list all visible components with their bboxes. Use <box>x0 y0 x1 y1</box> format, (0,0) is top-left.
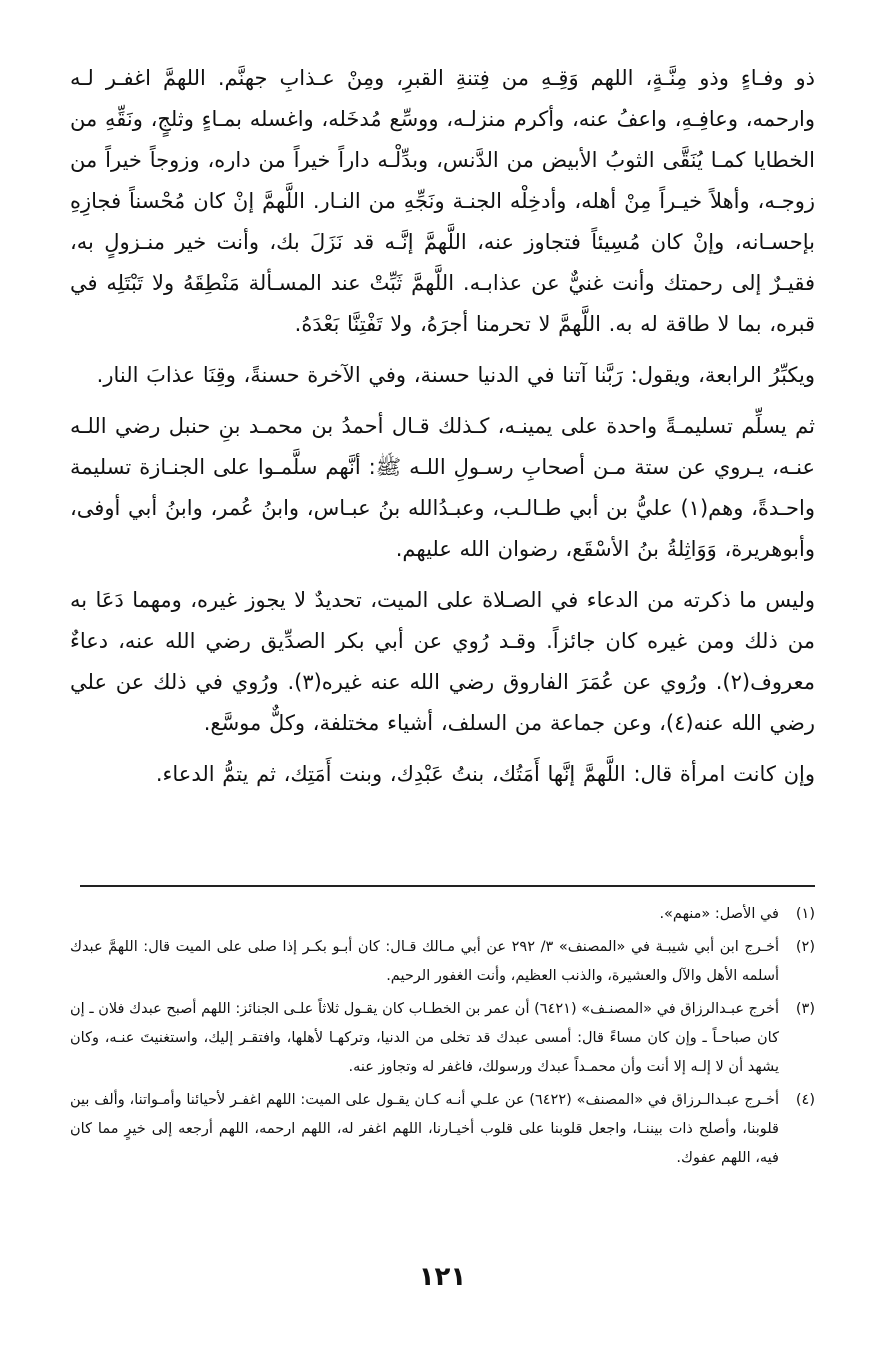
footnote-divider <box>80 885 815 887</box>
footnote-4 <box>70 1086 815 1173</box>
footnote-text: أخرج عبـدالرزاق في «المصنـف» (٦٤٢١) أن عمر بن الخطـاب كان يقـول ثلاثاً علـى الجنائز: اللهم أصبح عبدك فلان ـ إن كان صباحـاً ـ وإن كان مساءً قال: أمسى عبدك قد تخلى من الدنيا، وتركهـا لأهلها، وافتقـر إليك، واستغنيتَ عنـه، وكان يشهد أن لا إلـه إلا أنت وأن محمـداً عبدك ورسولك، فاغفر له وتجاوز عنه. <box>70 1001 780 1075</box>
paragraph-1: ذو وفـاءٍ وذو مِنَّـةٍ، اللهم وَقِـهِ من فِتنةِ القبرِ، ومِنْ عـذابِ جهنَّم. اللهمَّ اغفـر لـه وارحمه، وعافِـهِ، واعفُ عنه، وأكرم منزلـه، ووسِّع مُدخَله، واغسله بمـاءٍ وثلجٍ، ونَقِّهِ من الخطايا كمـا يُنَقَّى الثوبُ الأبيض من الدَّنس، وبدِّلْـه داراً خيراً من داره، وزوجاً خيراً من زوجـه، وأهلاً خيـراً مِنْ أهله، وأدخِلْه الجنـة ونَجِّهِ من النـار. اللَّهمَّ إنْ كان مُحْسناً فجازِهِ بإحسـانه، وإنْ كان مُسِيئاً فتجاوز عنه، اللَّهمَّ إنَّـه قد نَزَلَ بك، وأنت خير منـزولٍ به، فقيـرٌ إلى رحمتك وأنت غنيٌّ عن عذابـه. اللَّهمَّ ثَبِّتْ عند المسـألة مَنْطِقَهُ ولا تَبْتَلِه في قبره، بما لا طاقة له به. اللَّهمَّ لا تحرمنا أجرَهُ، ولا تَفْتِنَّا بَعْدَهُ. <box>70 66 815 336</box>
main-text <box>70 58 815 805</box>
footnote-number: (٤) <box>795 1092 815 1108</box>
footnotes <box>70 900 815 1177</box>
footnote-2 <box>70 933 815 991</box>
footnote-1 <box>70 900 815 929</box>
footnote-number: (١) <box>795 906 815 922</box>
footnote-text: أخـرج عبـدالـرزاق في «المصنف» (٦٤٢٢) عن علـي أنـه كـان يقـول على الميت: اللهم اغفـر لأحيائنا وأمـواتنا، وألف بين قلوبنا، وأصلح ذات بيننـا، واجعل قلوبنا على قلوب أخيـارنا، اللهم اغفر له، اللهم ارحمه، اللهم أرجعه إلى خيرٍ مما كان فيه، اللهم عفوك. <box>70 1092 779 1166</box>
footnote-3 <box>70 995 815 1082</box>
paragraph-3: ثم يسلِّم تسليمـةً واحدة على يمينـه، كـذلك قـال أحمدُ بن محمـد بنِ حنبل رضي اللـه عنـه، يـروي عن ستة مـن أصحابِ رسـولِ اللـه ﷺ: أنَّهم سلَّمـوا على الجنـازة تسليمة واحـدةً، وهم(١) عليُّ بن أبي طـالـب، وعبـدُالله بنُ عبـاس، وابنُ عُمر، وابنُ أبي أوفى، وأبوهريرة، وَوَاثِلةُ بنُ الأسْقَع، رضوان الله عليهم. <box>70 414 815 561</box>
footnote-text: أخـرج ابن أبي شيبـة في «المصنف» ٣/ ٢٩٢ عن أبي مـالك قـال: كان أبـو بكـر إذا صلى على الميت قال: اللهمَّ عبدك أسلمه الأهل والآل والعشيرة، والذنب العظيم، وأنت الغفور الرحيم. <box>70 939 780 984</box>
paragraph-5: وإن كانت امرأة قال: اللَّهمَّ إنَّها أَمَتُك، بنتُ عَبْدِك، وبنت أَمَتِك، ثم يتمُّ الدعاء. <box>155 762 815 786</box>
paragraph-4: وليس ما ذكرته من الدعاء في الصـلاة على الميت، تحديدٌ لا يجوز غيره، ومهما دَعَا به من ذلك ومن غيره كان جائزاً. وقـد رُوي عن أبي بكر الصدِّيق رضي الله عنه، دعاءٌ معروف(٢). ورُوي عن عُمَرَ الفاروق رضي الله عنه غيره(٣). ورُوي في ذلك عن علي رضي الله عنه(٤)، وعن جماعة من السلف، أشياء مختلفة، وكلٌّ موسَّع. <box>70 588 815 735</box>
footnote-number: (٢) <box>795 939 815 955</box>
footnote-number: (٣) <box>795 1001 815 1017</box>
paragraph-2: ويكبِّرُ الرابعة، ويقول: رَبَّنا آتنا في الدنيا حسنة، وفي الآخرة حسنةً، وقِنَا عذابَ النار. <box>96 363 815 387</box>
page-number: ١٢١ <box>418 1262 467 1292</box>
footnote-text: في الأصل: «منهم». <box>659 906 779 922</box>
